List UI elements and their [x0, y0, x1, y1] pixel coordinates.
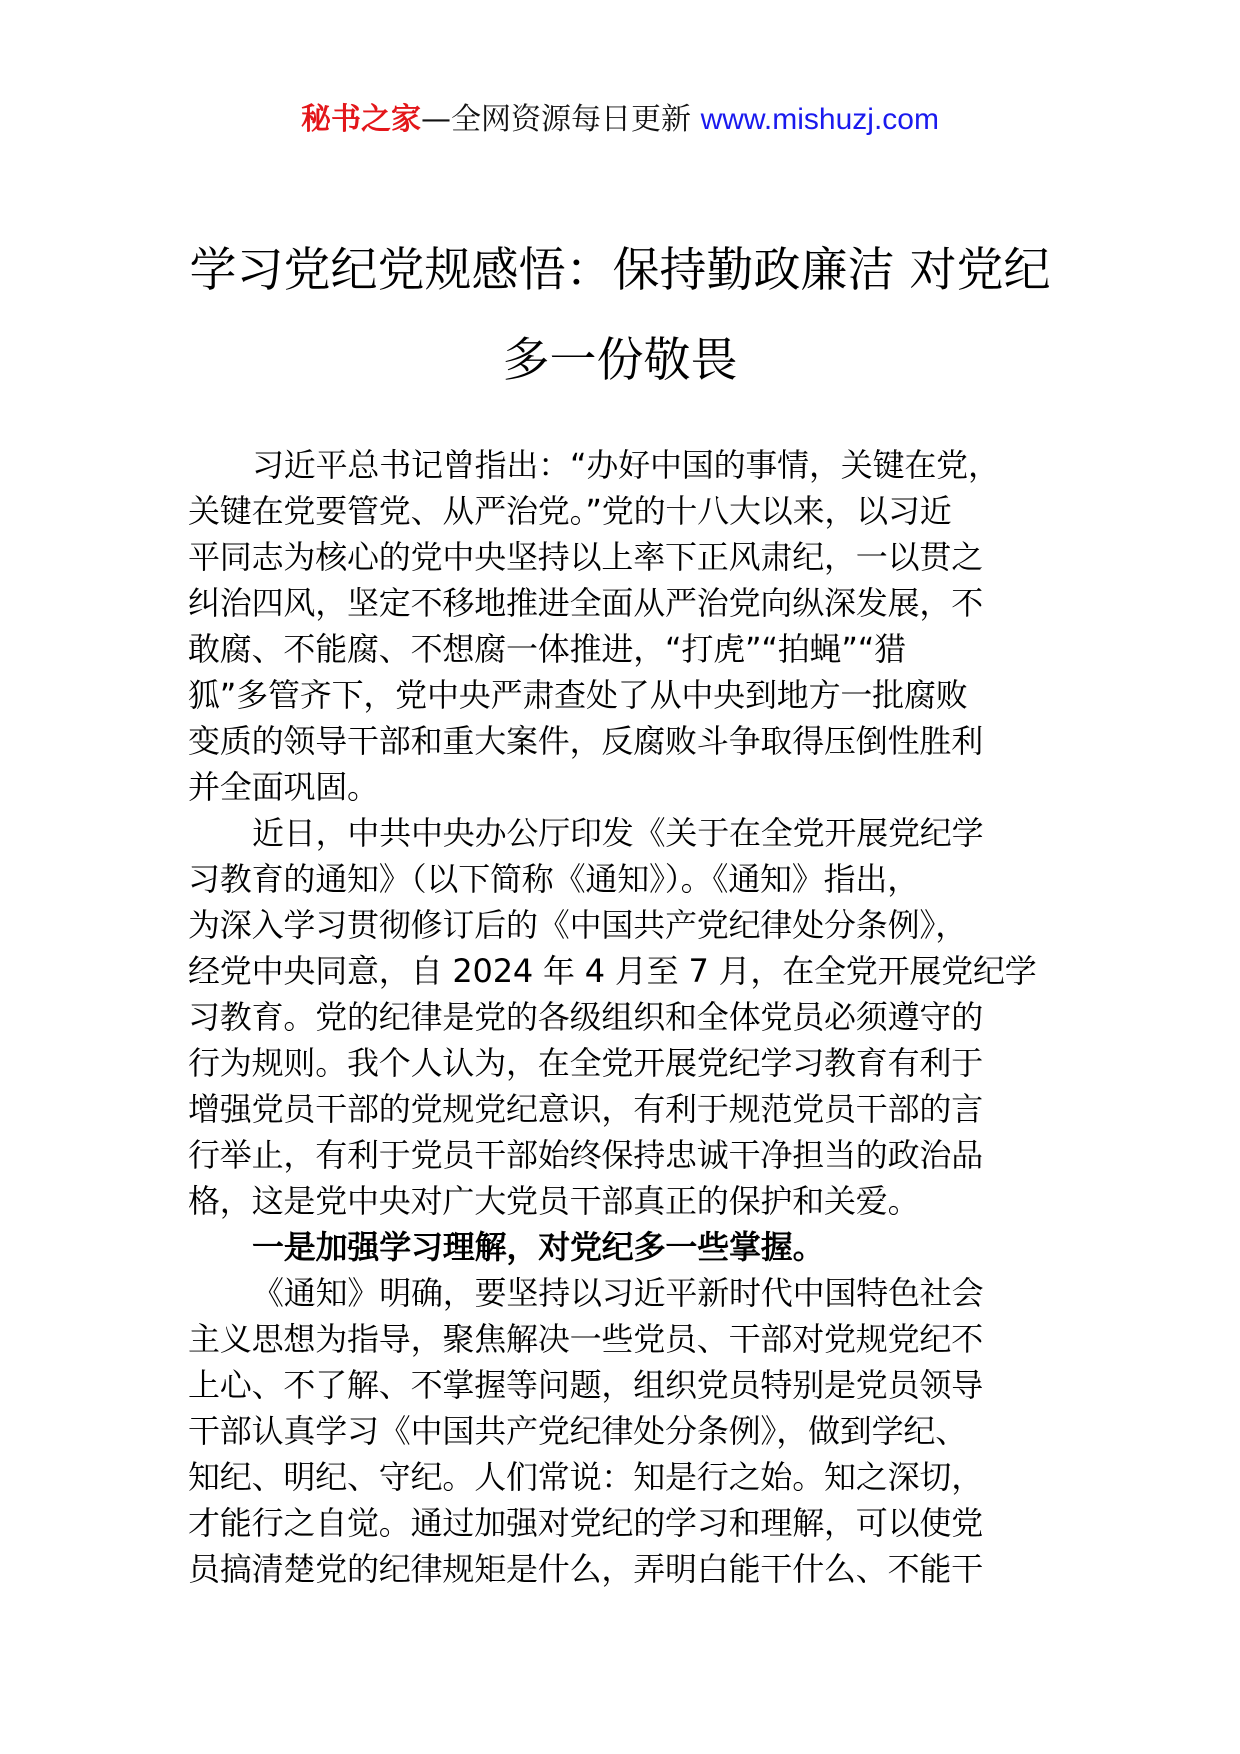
paragraph-line: 干部认真学习《中国共产党纪律处分条例》，做到学纪、 [188, 1412, 968, 1450]
title-line: 学习党纪党规感悟：保持勤政廉洁 对党纪 [189, 243, 1051, 298]
paragraph-line: 平同志为核心的党中央坚持以上率下正风肃纪，一以贯之 [188, 538, 984, 576]
paragraph-line: 才能行之自觉。通过加强对党纪的学习和理解，可以使党 [188, 1504, 984, 1542]
paragraph-line: 纠治四风，坚定不移地推进全面从严治党向纵深发展，不 [188, 584, 984, 622]
site-url-link[interactable]: www.mishuzj.com [700, 103, 939, 136]
paragraph-line: 上心、不了解、不掌握等问题，组织党员特别是党员领导 [188, 1366, 984, 1404]
paragraph-line: 行为规则。我个人认为，在全党开展党纪学习教育有利于 [188, 1044, 984, 1082]
paragraph-line: 行举止，有利于党员干部始终保持忠诚干净担当的政治品 [188, 1136, 984, 1174]
document-body [188, 442, 1068, 1592]
paragraph-line: 敢腐、不能腐、不想腐一体推进，“打虎”“拍蝇”“猎 [188, 630, 906, 668]
paragraph-line: 近日，中共中央办公厅印发《关于在全党开展党纪学 [252, 814, 984, 852]
paragraph-line: 习近平总书记曾指出：“办好中国的事情，关键在党， [252, 446, 1000, 484]
title-line: 多一份敬畏 [502, 333, 738, 388]
paragraph-line: 关键在党要管党、从严治党。”党的十八大以来，以习近 [188, 492, 952, 530]
paragraph-line: 增强党员干部的党规党纪意识，有利于规范党员干部的言 [188, 1090, 984, 1128]
paragraph-line: 习教育。党的纪律是党的各级组织和全体党员必须遵守的 [188, 998, 984, 1036]
paragraph-line: 经党中央同意，自 2024 年 4 月至 7 月，在全党开展党纪学 [188, 952, 1037, 990]
document-title [150, 226, 1090, 406]
paragraph-line: 《通知》明确，要坚持以习近平新时代中国特色社会 [252, 1274, 984, 1312]
site-brand: 秘书之家 [301, 102, 422, 137]
paragraph-line: 变质的领导干部和重大案件，反腐败斗争取得压倒性胜利 [188, 722, 984, 760]
paragraph-line: 格，这是党中央对广大党员干部真正的保护和关爱。 [188, 1182, 920, 1220]
paragraph-line: 员搞清楚党的纪律规矩是什么，弄明白能干什么、不能干 [188, 1550, 984, 1588]
paragraph-line: 为深入学习贯彻修订后的《中国共产党纪律处分条例》， [188, 906, 968, 944]
site-tagline: —全网资源每日更新 [421, 102, 701, 137]
paragraph-line: 主义思想为指导，聚焦解决一些党员、干部对党规党纪不 [188, 1320, 984, 1358]
section-heading: 一是加强学习理解，对党纪多一些掌握。 [252, 1228, 825, 1266]
site-header [0, 100, 1240, 140]
paragraph-line: 并全面巩固。 [188, 768, 379, 806]
paragraph-line: 狐”多管齐下，党中央严肃查处了从中央到地方一批腐败 [188, 676, 968, 714]
paragraph-line: 习教育的通知》（以下简称《通知》）。《通知》指出， [188, 860, 920, 898]
paragraph-line: 知纪、明纪、守纪。人们常说：知是行之始。知之深切， [188, 1458, 984, 1496]
